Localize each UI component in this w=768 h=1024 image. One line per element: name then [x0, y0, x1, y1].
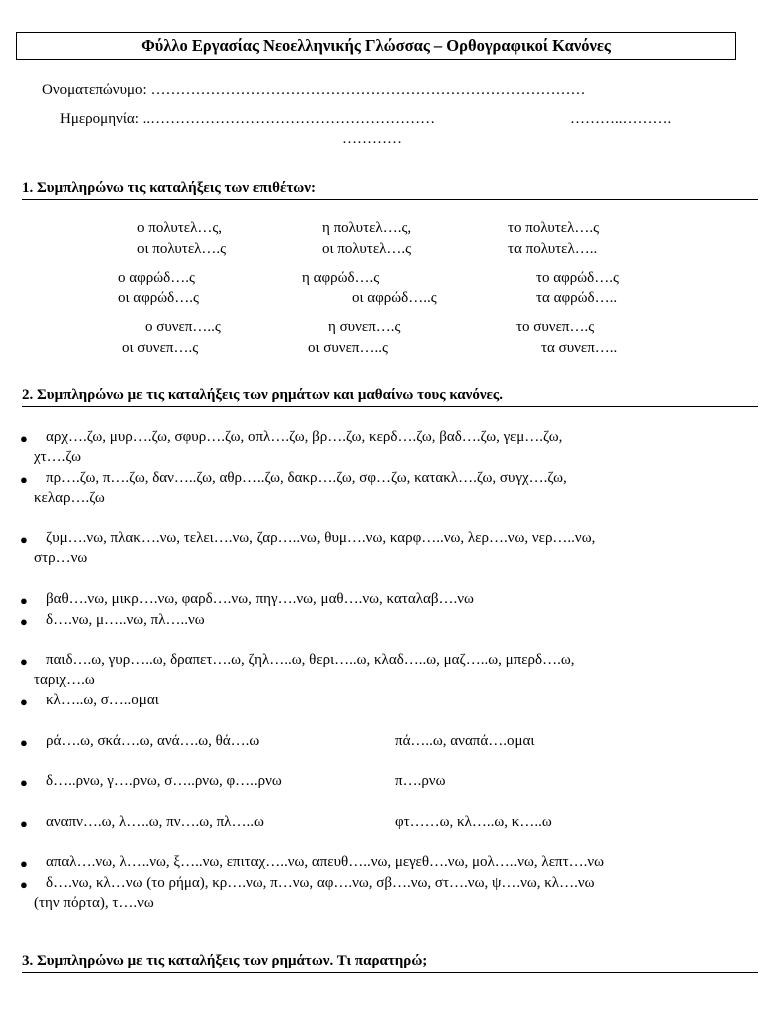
verb-line: χτ….ζω [34, 449, 81, 465]
bullet-icon: ● [20, 431, 28, 446]
verb-line: αρχ….ζω, μυρ….ζω, σφυρ….ζω, οπλ….ζω, βρ….ζω, κερδ….ζω, βαδ….ζω, γεμ….ζω, [46, 429, 563, 445]
verb-line: αναπν….ω, λ…..ω, πν….ω, πλ…..ω [46, 814, 264, 830]
bullet-icon: ● [20, 654, 28, 669]
adjective-blank: το αφρώδ….ς [536, 270, 619, 286]
verb-line: δ….νω, μ…..νω, πλ…..νω [46, 612, 205, 628]
adjective-blank: τα πολυτελ….. [508, 241, 598, 257]
bullet-icon: ● [20, 735, 28, 750]
verb-line: κλ…..ω, σ…..ομαι [46, 692, 159, 708]
bullet-icon: ● [20, 816, 28, 831]
adjective-blank: οι συνεπ…..ς [308, 340, 388, 356]
date-field: Ημερομηνία: ..………………………………………………… [60, 111, 436, 127]
adjective-blank: οι αφρώδ…..ς [352, 290, 437, 306]
bullet-icon: ● [20, 775, 28, 790]
date-field-extra: ………..………. [570, 111, 672, 127]
adjective-blank: η πολυτελ….ς, [322, 220, 412, 236]
section1-heading: 1. Συμπληρώνω τις καταλήξεις των επιθέτων: [22, 180, 316, 196]
adjective-blank: οι αφρώδ….ς [118, 290, 199, 306]
adjective-blank: οι πολυτελ….ς [137, 241, 227, 257]
adjective-blank: η αφρώδ….ς [302, 270, 380, 286]
bullet-icon: ● [20, 614, 28, 629]
verb-line: ζυμ….νω, πλακ….νω, τελει….νω, ζαρ…..νω, θυμ….νω, καρφ…..νω, λερ….νω, νερ…..νω, [46, 530, 596, 546]
verb-line: π….ρνω [395, 773, 446, 789]
section1-rule [22, 199, 758, 200]
verb-line: ρά….ω, σκά….ω, ανά….ω, θά….ω [46, 733, 260, 749]
verb-line: ταριχ….ω [34, 672, 95, 688]
verb-line: παιδ….ω, γυρ…..ω, δραπετ….ω, ζηλ…..ω, θερι…..ω, κλαδ…..ω, μαζ…..ω, μπερδ….ω, [46, 652, 575, 668]
adjective-blank: ο πολυτελ…ς, [137, 220, 223, 236]
adjective-blank: τα αφρώδ….. [536, 290, 618, 306]
worksheet-title: Φύλλο Εργασίας Νεοελληνικής Γλώσσας – Ορθογραφικοί Κανόνες [16, 32, 736, 60]
adjective-blank: το πολυτελ….ς [508, 220, 600, 236]
verb-line: βαθ….νω, μικρ….νω, φαρδ….νω, πηγ….νω, μαθ….νω, καταλαβ….νω [46, 591, 474, 607]
bullet-icon: ● [20, 472, 28, 487]
verb-line: απαλ….νω, λ…..νω, ξ…..νω, επιταχ…..νω, απευθ…..νω, μεγεθ….νω, μολ…..νω, λεπτ….νω [46, 854, 604, 870]
verb-line: δ…..ρνω, γ….ρνω, σ…..ρνω, φ…..ρνω [46, 773, 282, 789]
verb-line: πά…..ω, αναπά….ομαι [395, 733, 535, 749]
section3-heading: 3. Συμπληρώνω με τις καταλήξεις των ρημάτων. Τι παρατηρώ; [22, 953, 428, 969]
adjective-blank: ο συνεπ…..ς [145, 319, 221, 335]
date-field-extra-2: ………… [342, 131, 402, 147]
adjective-blank: ο αφρώδ….ς [118, 270, 195, 286]
verb-line: στρ…νω [34, 550, 88, 566]
verb-line: πρ….ζω, π….ζω, δαν…..ζω, αθρ…..ζω, δακρ….ζω, σφ…ζω, κατακλ….ζω, συγχ….ζω, [46, 470, 567, 486]
bullet-icon: ● [20, 532, 28, 547]
verb-line: κελαρ….ζω [34, 490, 105, 506]
verb-line: (την πόρτα), τ….νω [34, 895, 154, 911]
adjective-blank: η συνεπ….ς [328, 319, 401, 335]
adjective-blank: τα συνεπ….. [541, 340, 618, 356]
section2-rule [22, 406, 758, 407]
bullet-icon: ● [20, 593, 28, 608]
verb-line: φτ……ω, κλ…..ω, κ…..ω [395, 814, 552, 830]
section3-rule [22, 972, 758, 973]
bullet-icon: ● [20, 877, 28, 892]
section2-heading: 2. Συμπληρώνω με τις καταλήξεις των ρημάτων και μαθαίνω τους κανόνες. [22, 387, 504, 403]
verb-line: δ….νω, κλ…νω (το ρήμα), κρ….νω, π…νω, αφ….νω, σβ….νω, στ….νω, ψ….νω, κλ….νω [46, 875, 595, 891]
bullet-icon: ● [20, 694, 28, 709]
adjective-blank: οι πολυτελ….ς [322, 241, 412, 257]
name-field: Ονοματεπώνυμο: …………………………………………………………………………… [42, 82, 586, 98]
bullet-icon: ● [20, 856, 28, 871]
adjective-blank: το συνεπ….ς [516, 319, 595, 335]
adjective-blank: οι συνεπ….ς [122, 340, 199, 356]
